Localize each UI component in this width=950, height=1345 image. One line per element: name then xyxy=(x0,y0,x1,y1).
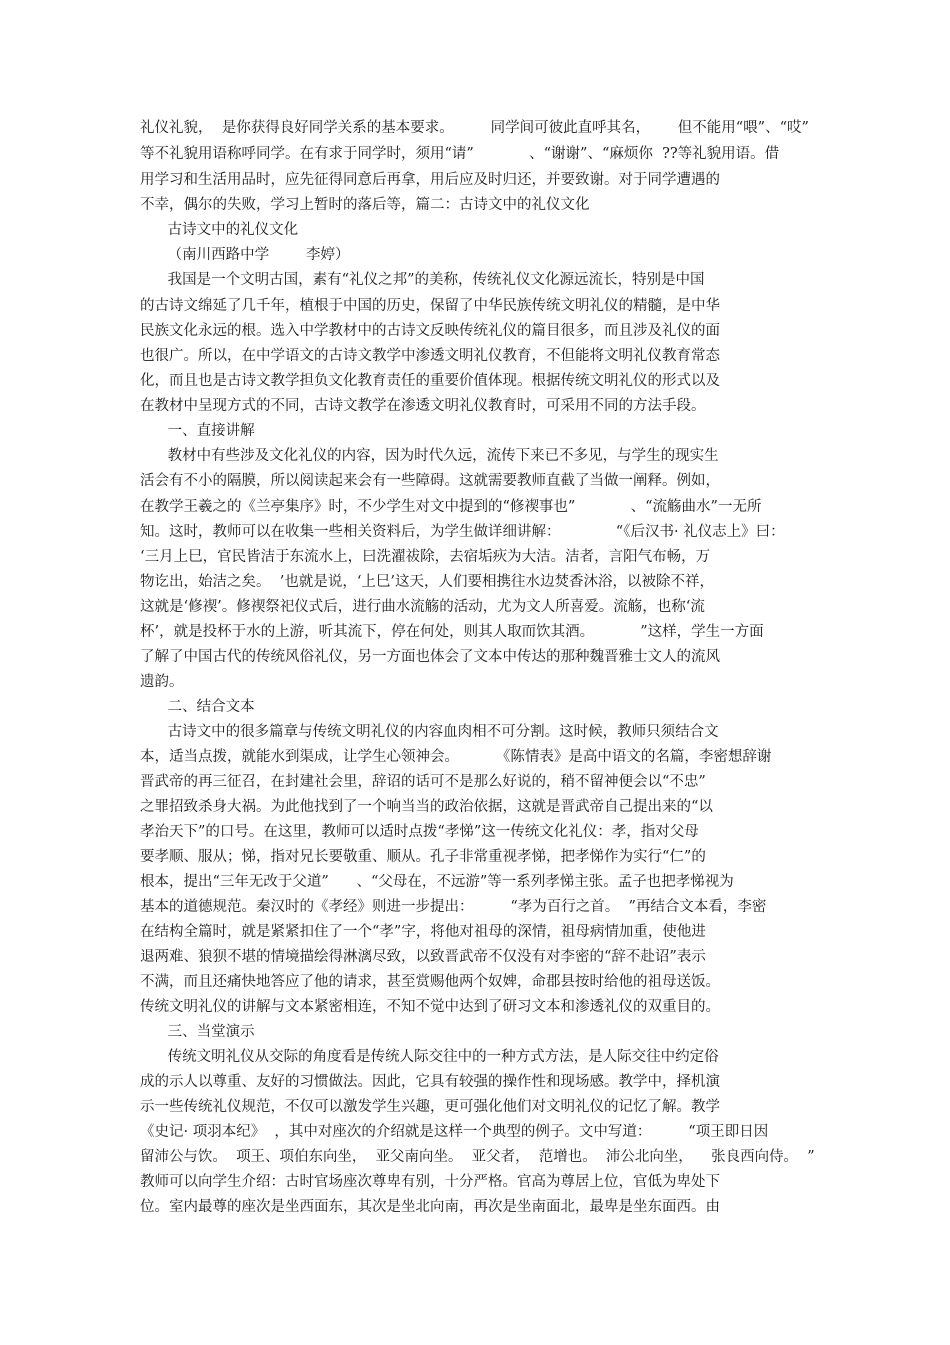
body-line: 位。室内最尊的座次是坐西面东，其次是坐北向南，再次是坐南面北，最卑是坐东面西。由 xyxy=(140,1199,720,1215)
body-line: 成的示人以尊重、友好的习惯做法。因此，它具有较强的操作性和现场感。教学中，择机演 xyxy=(140,1074,720,1090)
section-heading: 二、结合文本 xyxy=(140,699,255,715)
body-line: 传统文明礼仪从交际的角度看是传统人际交往中的一种方式方法，是人际交往中约定俗 xyxy=(140,1049,719,1065)
body-line: 教师可以向学生介绍：古时官场座次尊卑有别，十分严格。官高为尊居上位，官低为卑处下 xyxy=(140,1174,720,1190)
body-line: 在教学王羲之的《兰亭集序》时，不少学生对文中提到的“修禊事也” 、“流觞曲水”一无所 xyxy=(140,499,762,515)
body-line: 留沛公与饮。 项王、项伯东向坐， 亚父南向坐。 亚父者， 范增也。 沛公北向坐， 张良西向侍。 ” xyxy=(140,1149,815,1165)
body-line: 不幸，偶尔的失败，学习上暂时的落后等，篇二：古诗文中的礼仪文化 xyxy=(140,197,590,213)
section-title: 古诗文中的礼仪文化 xyxy=(140,222,299,238)
body-line: 根本，提出“三年无改于父道” 、“父母在，不远游”等一系列孝悌主张。孟子也把孝悌视为 xyxy=(140,874,734,890)
body-line: ‘三月上巳，官民皆洁于东流水上，曰洗濯祓除，去宿垢疢为大洁。洁者，言阳气布畅，万 xyxy=(140,549,711,565)
body-line: 知。这时，教师可以在收集一些相关资料后，为学生做详细讲解： “《后汉书· 礼仪志上》曰： xyxy=(140,524,785,540)
body-line: 基本的道德规范。秦汉时的《孝经》则进一步提出： “孝为百行之首。 ”再结合文本看，李密 xyxy=(140,899,767,915)
body-line: 本，适当点拨，就能水到渠成，让学生心领神会。 《陈情表》是高中语文的名篇，李密想辞谢 xyxy=(140,749,772,765)
body-line: 之罪招致杀身大祸。为此他找到了一个响当当的政治依据，这就是晋武帝自己提出来的“以 xyxy=(140,799,713,815)
body-line: 退两难、狼狈不堪的情境描绘得淋漓尽致，以致晋武帝不仅没有对李密的“辞不赴诏”表示 xyxy=(140,949,706,965)
body-line: 在教材中呈现方式的不同，古诗文教学在渗透文明礼仪教育时，可采用不同的方法手段。 xyxy=(140,398,706,414)
body-line: 物讫出，始洁之矣。 ’也就是说，‘上巳’这天，人们要相携往水边焚香沐浴，以被除不祥， xyxy=(140,574,715,590)
body-line: 礼仪礼貌， 是你获得良好同学关系的基本要求。 同学间可彼此直呼其名， 但不能用“喂”、“哎” xyxy=(140,120,809,136)
body-line: 等不礼貌用语称呼同学。在有求于同学时，须用“请” 、“谢谢”、“麻烦你 ??等礼貌用语。借 xyxy=(140,146,780,162)
body-line: 用学习和生活用品时，应先征得同意后再拿，用后应及时归还，并要致谢。对于同学遭遇的 xyxy=(140,172,720,188)
body-line: 我国是一个文明古国，素有“礼仪之邦”的美称，传统礼仪文化源远流长，特别是中国 xyxy=(140,272,705,288)
section-heading: 三、当堂演示 xyxy=(140,1024,255,1040)
author-line: （南川西路中学 李婷） xyxy=(140,247,350,263)
section-heading: 一、直接讲解 xyxy=(140,423,255,439)
body-line: 孝治天下”的口号。在这里，教师可以适时点拨“孝悌”这一传统文化礼仪：孝，指对父母 xyxy=(140,824,699,840)
body-line: 教材中有些涉及文化礼仪的内容，因为时代久远，流传下来已不多见，与学生的现实生 xyxy=(140,448,719,464)
body-line: 不满，而且还痛快地答应了他的请求，甚至赏赐他两个奴婢，命郡县按时给他的祖母送饭。 xyxy=(140,974,720,990)
body-line: 示一些传统礼仪规范，不仅可以激发学生兴趣，更可强化他们对文明礼仪的记忆了解。教学 xyxy=(140,1099,720,1115)
body-line: 晋武帝的再三征召，在封建社会里，辞诏的话可不是那么好说的，稍不留神便会以“不忠” xyxy=(140,774,706,790)
body-line: 杯’，就是投杯于水的上游，听其流下，停在何处，则其人取而饮其酒。 ”这样，学生一方面 xyxy=(140,624,764,640)
body-line: 也很广。所以，在中学语文的古诗文教学中渗透文明礼仪教育，不但能将文明礼仪教育常态 xyxy=(140,348,720,364)
body-line: 在结构全篇时，就是紧紧扣住了一个“孝”字，将他对祖母的深情，祖母病情加重，使他进 xyxy=(140,924,706,940)
body-line: 《史记· 项羽本纪》 ，其中对座次的介绍就是这样一个典型的例子。文中写道： “项王即日因 xyxy=(140,1124,769,1140)
body-line: 了解了中国古代的传统风俗礼仪，另一方面也体会了文本中传达的那种魏晋雅士文人的流风 xyxy=(140,649,720,665)
body-line: 要孝顺、服从；悌，指对兄长要敬重、顺从。孔子非常重视孝悌，把孝悌作为实行“仁”的 xyxy=(140,849,706,865)
body-line: 遗韵。 xyxy=(140,674,184,690)
body-line: 这就是‘修禊’。修禊祭祀仪式后，进行曲水流觞的活动，尤为文人所喜爱。流觞，也称‘流 xyxy=(140,599,705,615)
body-line: 民族文化永远的根。选入中学教材中的古诗文反映传统礼仪的篇目很多，而且涉及礼仪的面 xyxy=(140,323,720,339)
body-line: 化，而且也是古诗文教学担负文化教育责任的重要价值体现。根据传统文明礼仪的形式以及 xyxy=(140,373,720,389)
body-line: 古诗文中的很多篇章与传统文明礼仪的内容血肉相不可分割。这时候，教师只须结合文 xyxy=(140,724,719,740)
body-line: 传统文明礼仪的讲解与文本紧密相连，不知不觉中达到了研习文本和渗透礼仪的双重目的。 xyxy=(140,999,720,1015)
body-line: 活会有不小的隔膜，所以阅读起来会有一些障碍。这就需要教师直截了当做一阐释。例如， xyxy=(140,473,720,489)
body-line: 的古诗文绵延了几千年，植根于中国的历史，保留了中华民族传统文明礼仪的精髓，是中华 xyxy=(140,298,720,314)
